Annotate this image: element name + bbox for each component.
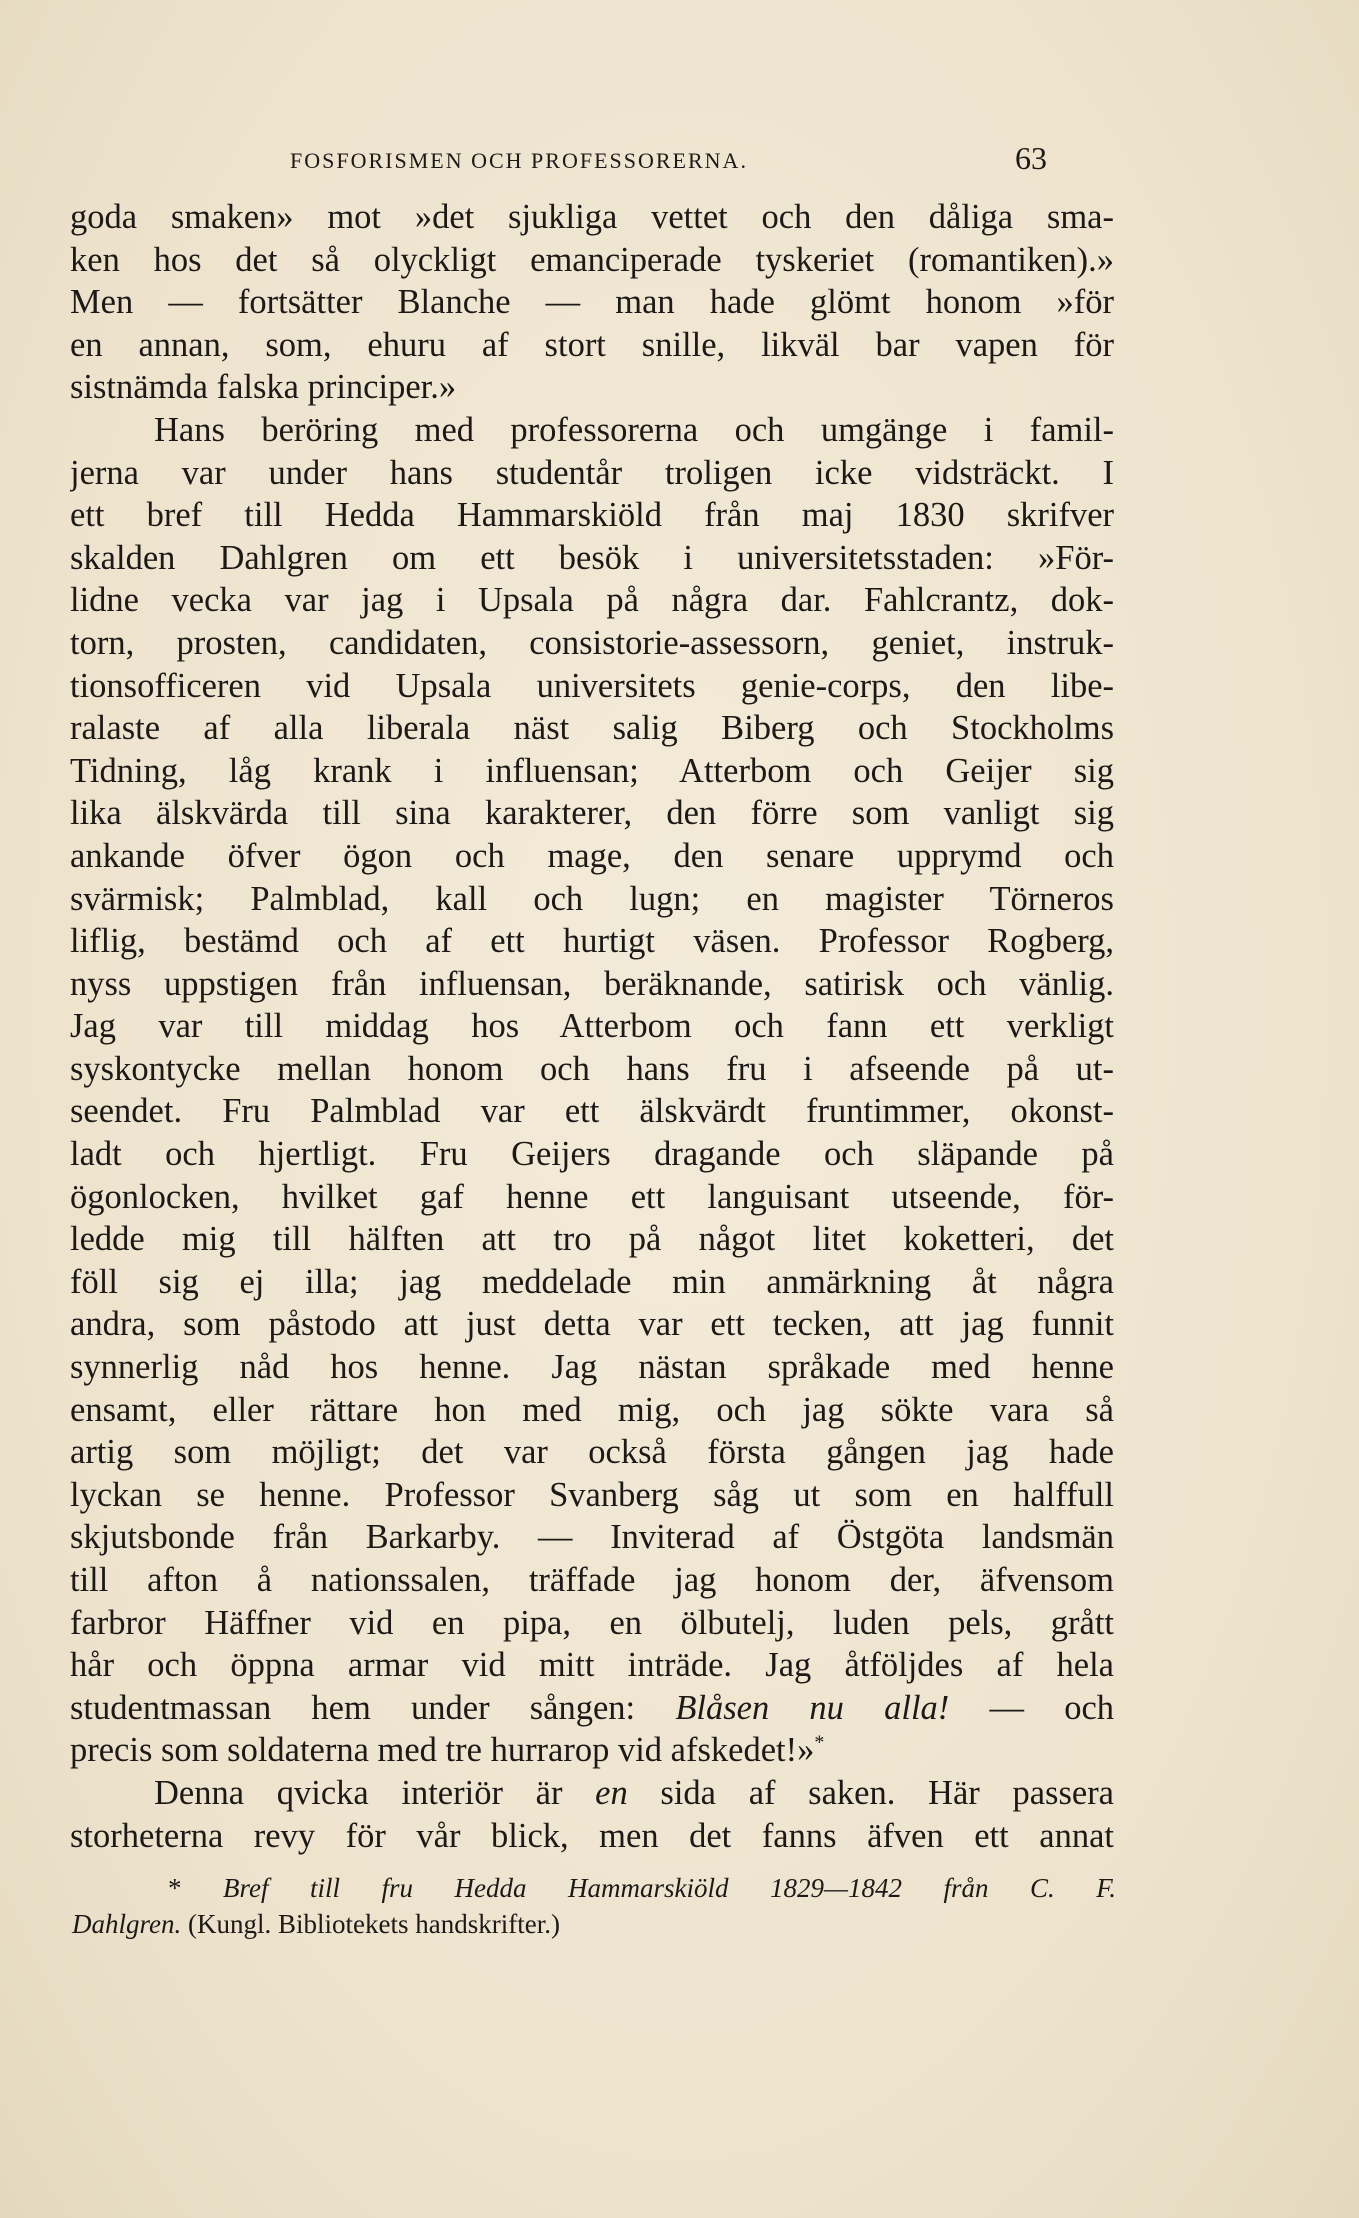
- footnote-title: Bref till fru Hedda Hammarskiöld 1829—1842 från C. F.: [223, 1873, 1117, 1903]
- text-line: ankande öfver ögon och mage, den senare upprymd och: [70, 836, 1114, 875]
- text-line: skalden Dahlgren om ett besök i universitetsstaden: »För-: [70, 538, 1114, 577]
- italic-word: en: [595, 1773, 628, 1812]
- text-line: Men — fortsätter Blanche — man hade glömt honom »för: [70, 283, 1114, 322]
- text-line: sistnämda falska principer.»: [70, 368, 457, 407]
- text-fragment: studentmassan hem under sången:: [70, 1688, 636, 1727]
- text-line: [70, 1687, 1114, 1730]
- text-line: syskontycke mellan honom och hans fru i afseende på ut-: [70, 1049, 1114, 1088]
- text-line: ledde mig till hälften att tro på något litet koketteri, det: [70, 1220, 1114, 1259]
- text-line: ken hos det så olyckligt emanciperade tyskeriet (romantiken).»: [70, 240, 1114, 279]
- text-line: torn, prosten, candidaten, consistorie-assessorn, geniet, instruk-: [70, 623, 1114, 662]
- text-line: andra, som påstodo att just detta var ett tecken, att jag funnit: [70, 1305, 1114, 1344]
- text-line: till afton å nationssalen, träffade jag honom der, äfvensom: [70, 1561, 1114, 1599]
- text-line: ensamt, eller rättare hon med mig, och jag sökte vara så: [70, 1390, 1114, 1429]
- text-line: ögonlocken, hvilket gaf henne ett languisant utseende, för-: [70, 1177, 1114, 1216]
- text-line: Hans beröring med professorerna och umgänge i famil-: [154, 410, 1114, 449]
- footnote-line: [72, 1906, 1116, 1942]
- footnote-author: Dahlgren.: [72, 1909, 182, 1939]
- text-line: [70, 1729, 1114, 1772]
- text-line: en annan, som, ehuru af stort snille, likväl bar vapen för: [70, 325, 1114, 364]
- text-fragment: Denna qvicka interiör är: [154, 1773, 563, 1812]
- running-header: FOSFORISMEN OCH PROFESSORERNA.: [290, 148, 748, 173]
- text-line: farbror Häffner vid en pipa, en ölbutelj, luden pels, grått: [70, 1603, 1114, 1642]
- text-fragment: precis som soldaterna med tre hurrarop vid afskedet!»: [70, 1731, 815, 1770]
- text-line: föll sig ej illa; jag meddelade min anmärkning åt några: [70, 1262, 1114, 1301]
- text-line: skjutsbonde från Barkarby. — Inviterad af Östgöta landsmän: [70, 1518, 1114, 1557]
- footnote-source: (Kungl. Bibliotekets handskrifter.): [188, 1909, 560, 1939]
- text-line: storheterna revy för vår blick, men det fanns äfven ett annat: [70, 1816, 1114, 1855]
- text-line: ladt och hjertligt. Fru Geijers dragande och släpande på: [70, 1135, 1114, 1174]
- text-line: liflig, bestämd och af ett hurtigt väsen. Professor Rogberg,: [70, 922, 1114, 961]
- text-line: Tidning, låg krank i influensan; Atterbom och Geijer sig: [70, 751, 1114, 790]
- text-line: synnerlig nåd hos henne. Jag nästan språkade med henne: [70, 1348, 1114, 1387]
- text-line: jerna var under hans studentår troligen icke vidsträckt. I: [70, 453, 1114, 492]
- text-line: Jag var till middag hos Atterbom och fann ett verkligt: [70, 1007, 1114, 1046]
- footnote-line: [72, 1870, 1116, 1906]
- footnote-reference: *: [814, 1731, 825, 1754]
- text-line: tionsofficeren vid Upsala universitets genie-corps, den libe-: [70, 666, 1114, 705]
- italic-song-title: Blåsen nu alla!: [675, 1688, 950, 1727]
- text-fragment: — och: [989, 1688, 1114, 1727]
- text-line: seendet. Fru Palmblad var ett älskvärdt fruntimmer, okonst-: [70, 1092, 1114, 1131]
- text-line: ett bref till Hedda Hammarskiöld från maj 1830 skrifver: [70, 496, 1114, 535]
- body-text: [70, 196, 1114, 1857]
- text-line: artig som möjligt; det var också första gången jag hade: [70, 1433, 1114, 1472]
- text-line: svärmisk; Palmblad, kall och lugn; en magister Törneros: [70, 879, 1114, 918]
- text-line: lyckan se henne. Professor Svanberg såg ut som en halffull: [70, 1475, 1114, 1514]
- page-number: 63: [1015, 140, 1047, 176]
- text-line: lika älskvärda till sina karakterer, den förre som vanligt sig: [70, 794, 1114, 833]
- text-line: lidne vecka var jag i Upsala på några dar. Fahlcrantz, dok-: [70, 581, 1114, 620]
- footnote: [72, 1870, 1116, 1942]
- text-line: [70, 1772, 1114, 1815]
- text-line: hår och öppna armar vid mitt inträde. Jag åtföljdes af hela: [70, 1646, 1114, 1685]
- text-line: ralaste af alla liberala näst salig Biberg och Stockholms: [70, 709, 1114, 748]
- footnote-marker: *: [168, 1873, 182, 1903]
- text-fragment: sida af saken. Här passera: [660, 1773, 1114, 1812]
- text-line: goda smaken» mot »det sjukliga vettet och den dåliga sma-: [70, 198, 1114, 236]
- text-line: nyss uppstigen från influensan, beräknande, satirisk och vänlig.: [70, 964, 1114, 1003]
